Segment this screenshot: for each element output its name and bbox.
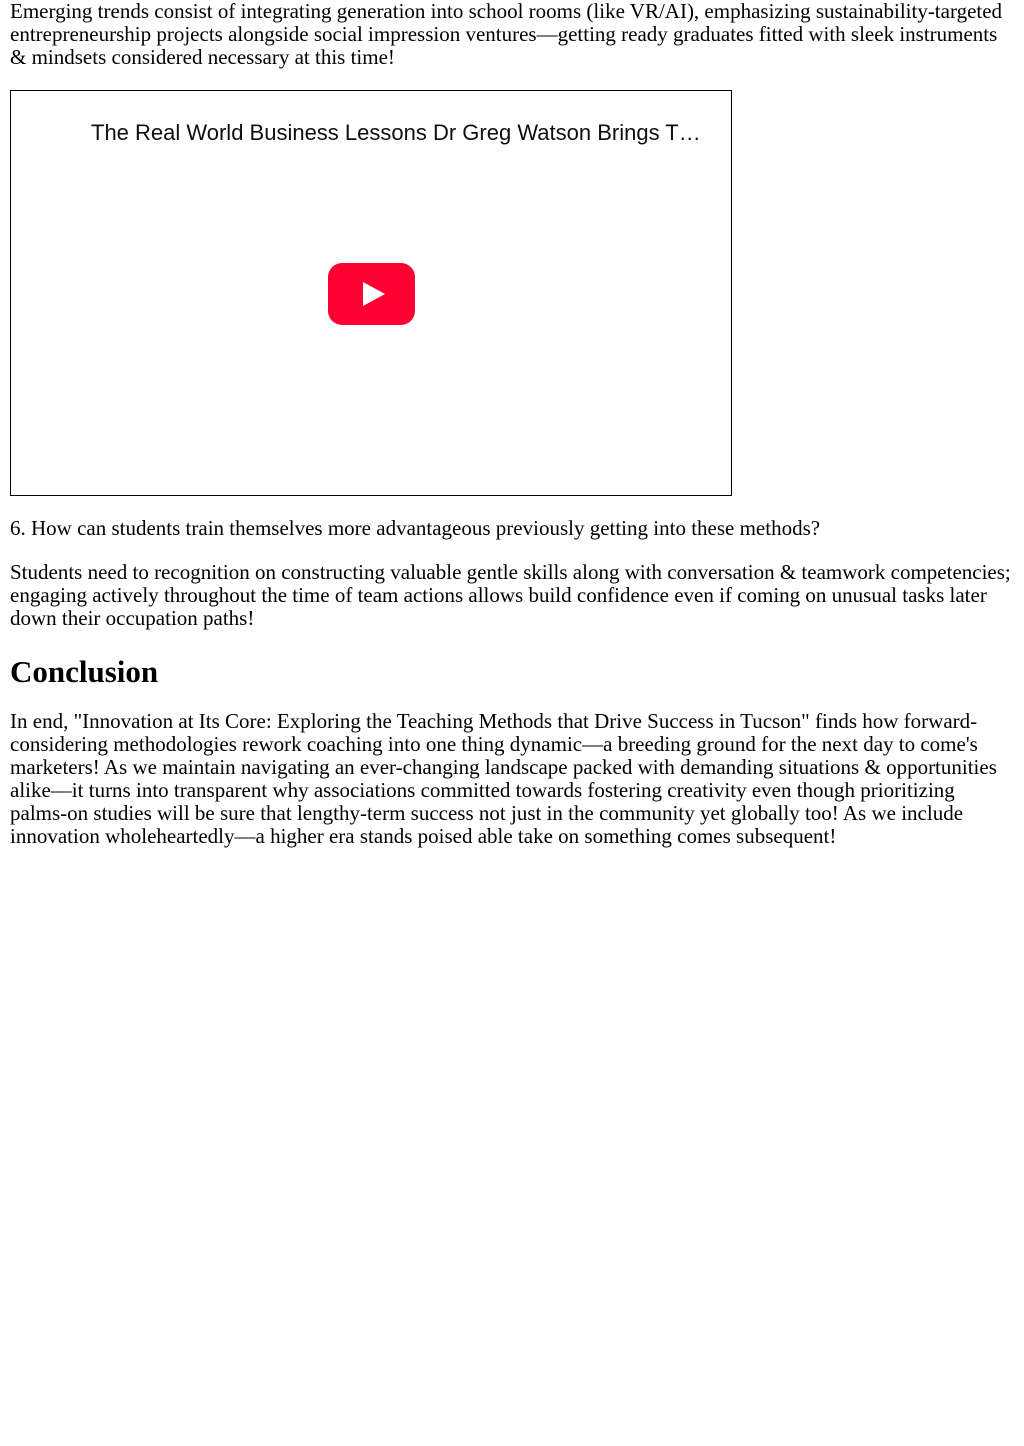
youtube-video-embed[interactable] [10,90,732,496]
play-button[interactable] [328,263,415,325]
conclusion-heading: Conclusion [10,654,159,689]
video-title[interactable]: The Real World Business Lessons Dr Greg Watson Brings T… [91,120,701,145]
intro-paragraph: Emerging trends consist of integrating generation into school rooms (like VR/AI), emphasizing sustainability-targeted entrepreneurship projects alongside social impression ventures—getting ready graduates fitted with sleek instruments & mindsets considered necessary at this time! [10,0,1003,69]
conclusion-paragraph: In end, "Innovation at Its Core: Exploring the Teaching Methods that Drive Success in Tucson" finds how forward-considering methodologies rework coaching into one thing dynamic—a breeding ground for the next day to come's marketers! As we maintain navigating an ever-changing landscape packed with demanding situations & opportunities alike—it turns into transparent why associations committed towards fostering creativity even though prioritizing palms-on studies will be sure that lengthy-term success not just in the community yet globally too! As we include innovation wholeheartedly—a higher era stands poised able take on something comes subsequent! [10,709,997,848]
faq-question: 6. How can students train themselves more advantageous previously getting into these methods? [10,516,821,540]
faq-answer: Students need to recognition on constructing valuable gentle skills along with conversation & teamwork competencies; engaging actively throughout the time of team actions allows build confidence even if coming on unusual tasks later down their occupation paths! [10,560,1011,630]
youtube-play-icon[interactable] [328,263,415,325]
